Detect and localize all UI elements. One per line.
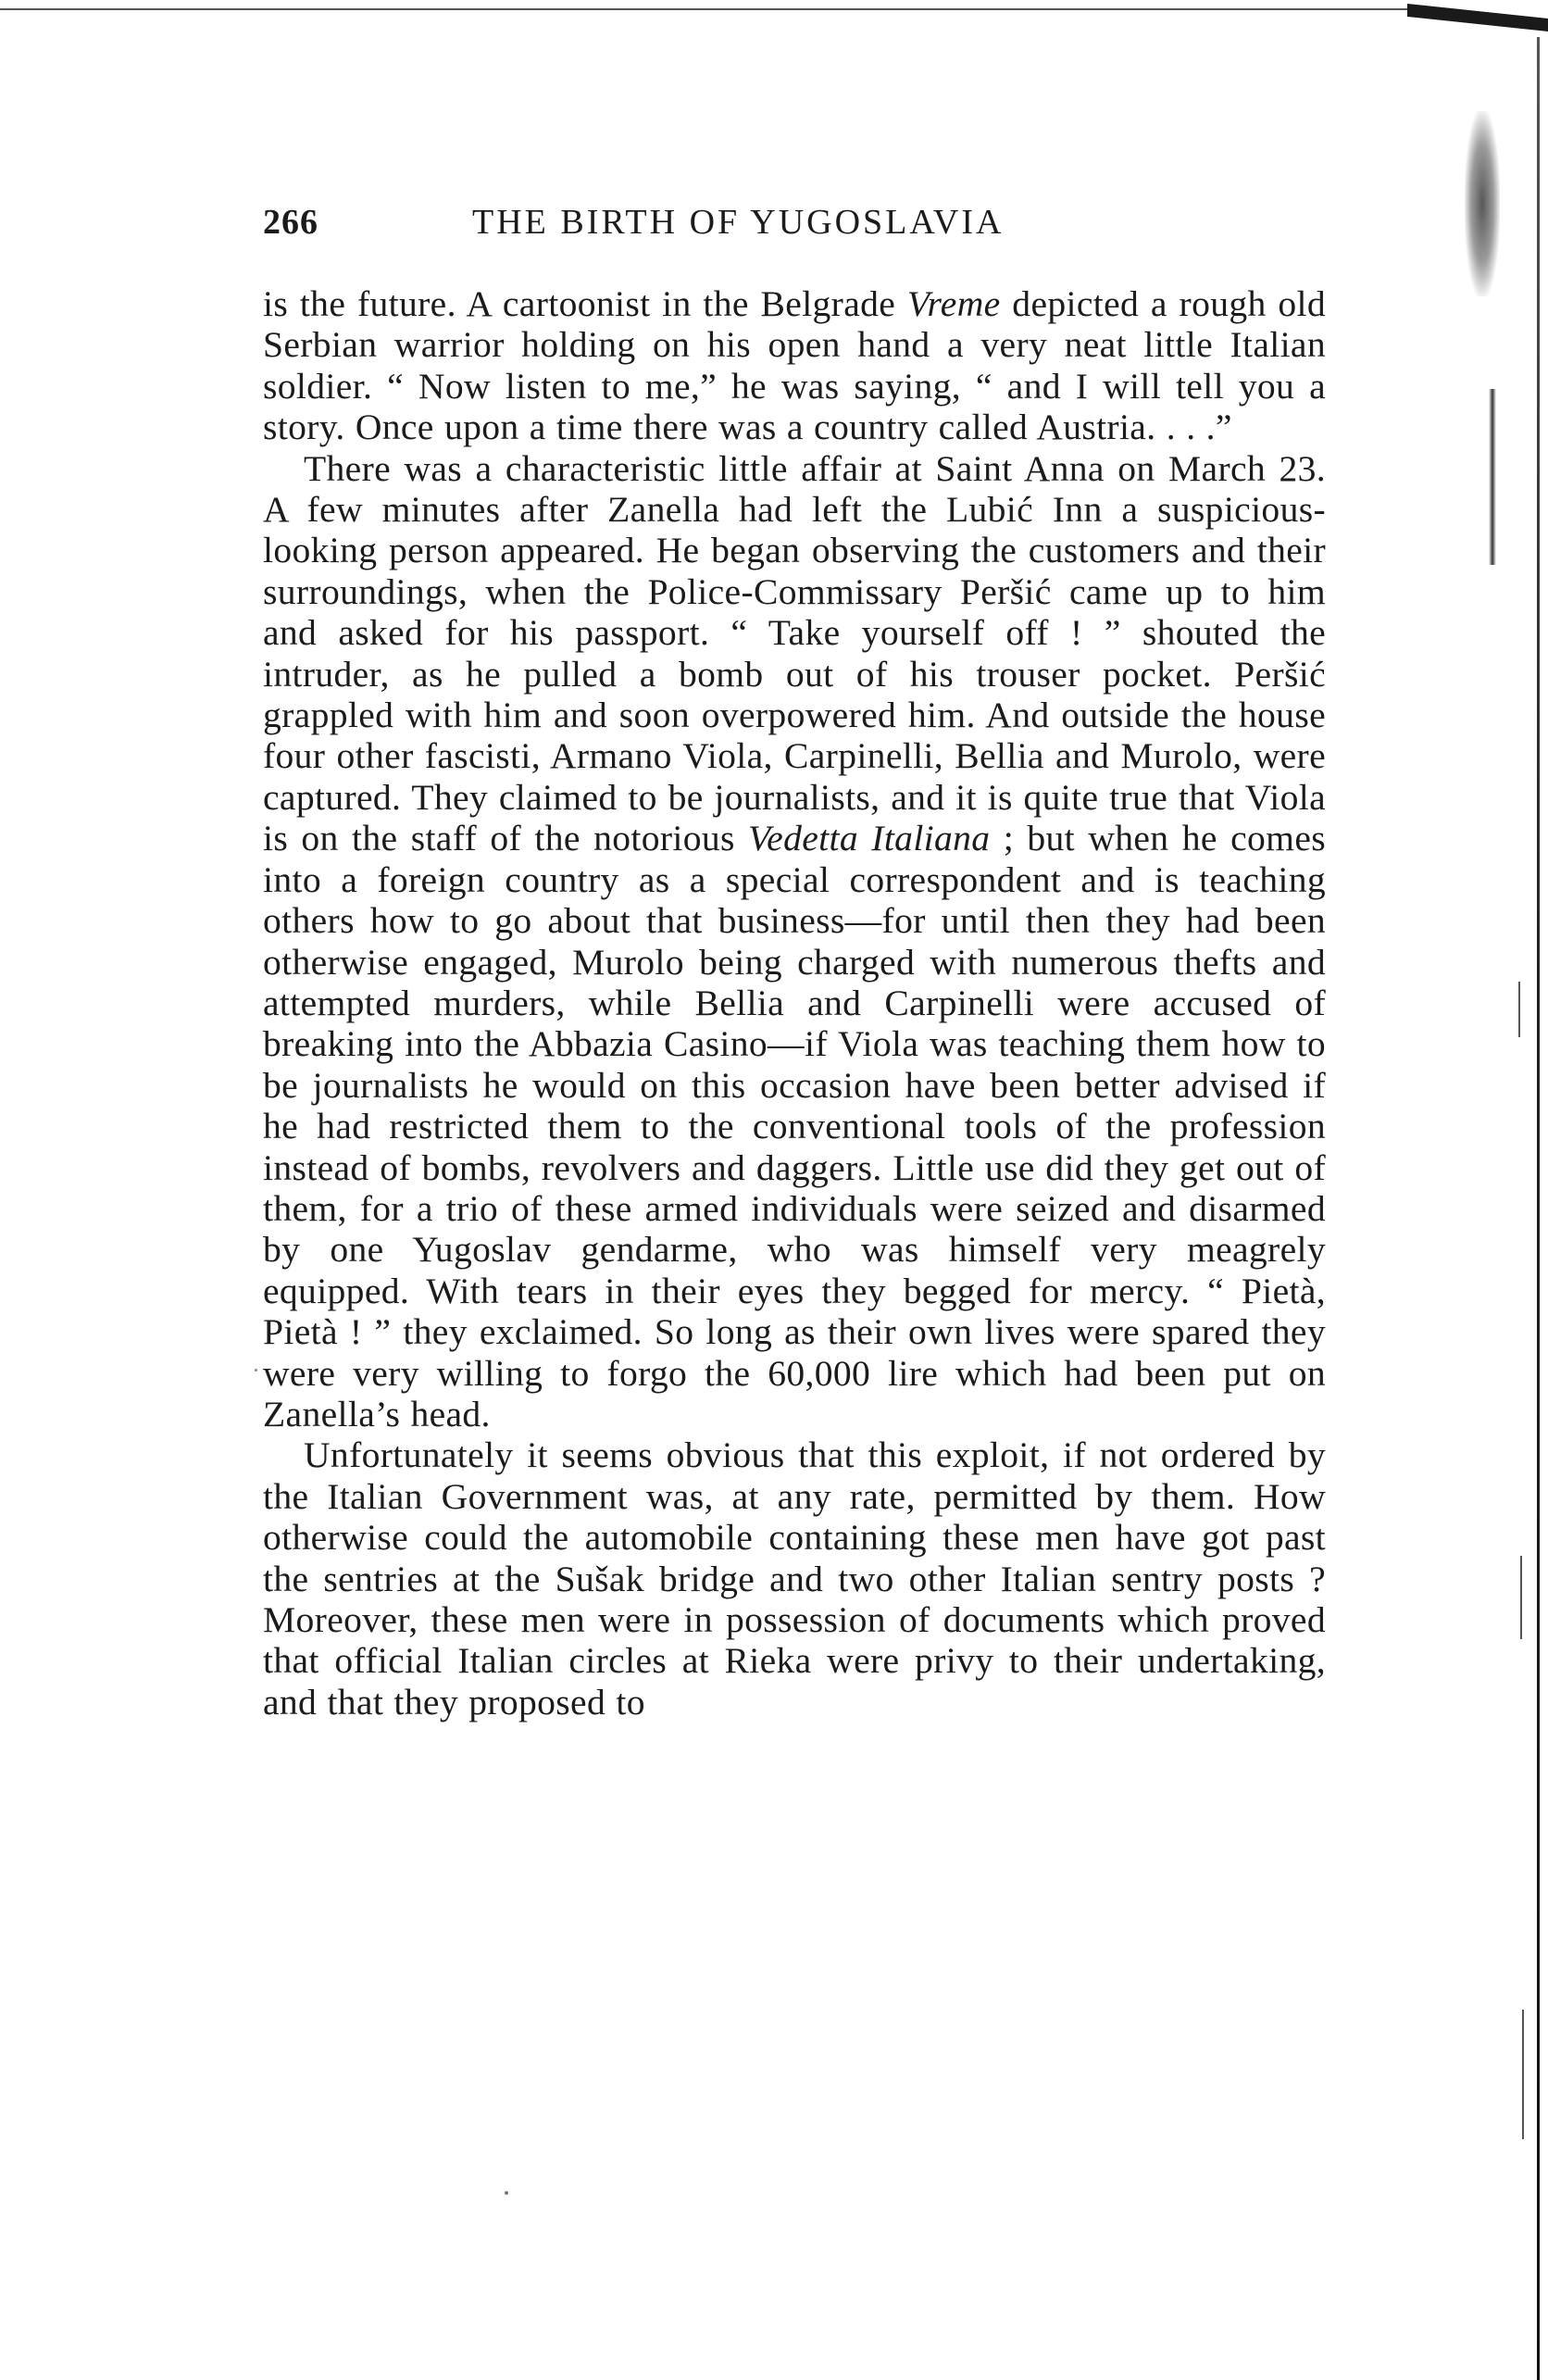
- paragraph-2-text: There was a characteristic little affair at Saint Anna on March 23. A few minutes after Zanella had left the Lubić Inn a suspicious-looking person appeared. He began observing the customers and their surroundings, when the Police-Commissary Peršić came up to him and asked for his passport. “ Take yourself off ! ” shouted the intruder, as he pulled a bomb out of his trouser pocket. Peršić grappled with him and soon overpowered him. And outside the house four other fascisti, Armano Viola, Carpinelli, Bellia and Murolo, were captured. They claimed to be journalists, and it is quite true that Viola is on the staff of the notorious: [263, 447, 1326, 859]
- scan-top-edge: [0, 8, 1444, 10]
- paragraph-2-text-cont: ; but when he comes into a foreign country as a special correspondent and is teaching others how to go about that business—for until then they had been otherwise engaged, Murolo being charged with numerous thefts and attempted murders, while Bellia and Carpinelli were accused of breaking into the Abbazia Casino—if Viola was teaching them how to be journalists he would on this occasion have been better advised if he had restricted them to the conventional tools of the profession instead of bombs, revolvers and daggers. Little use did they get out of them, for a trio of these armed individuals were seized and disarmed by one Yugoslav gendarme, who was himself very meagrely equipped. With tears in their eyes they begged for mercy. “ Pietà, Pietà ! ” they exclaimed. So long as their own lives were spared they were very willing to forgo the 60,000 lire which had been put on Zanella’s head.: [263, 818, 1326, 1434]
- scan-speck: [255, 1369, 257, 1372]
- page-content: [263, 202, 1326, 1722]
- running-head: THE BIRTH OF YUGOSLAVIA: [472, 203, 1005, 242]
- paragraph-1-italic-title: Vreme: [906, 283, 1001, 324]
- page-header: [263, 202, 1326, 257]
- paragraph-1-text-cont: depicted a rough old Serbian warrior holding on his open hand a very neat little Italian soldier. “ Now listen to me,” he was saying, “ and I will tell you a story. Once upon a time there was a country called Austria. . . .”: [263, 283, 1326, 448]
- page-number: 266: [263, 203, 318, 242]
- scan-edge-tick: [1520, 1556, 1522, 1639]
- scan-binding-mark: [1489, 389, 1496, 565]
- scan-binding-shadow: [1465, 111, 1500, 296]
- paragraph-3: [263, 1434, 1326, 1722]
- paragraph-1: [263, 283, 1326, 448]
- paragraph-2-italic-title: Vedetta Italiana: [748, 818, 991, 859]
- scan-top-corner-shadow: [1407, 4, 1548, 31]
- scan-edge-tick: [1522, 2010, 1524, 2139]
- paragraph-1-text: is the future. A cartoonist in the Belgrade: [263, 283, 907, 324]
- scan-edge-tick: [1518, 982, 1520, 1037]
- paragraph-3-text: Unfortunately it seems obvious that this exploit, if not ordered by the Italian Government was, at any rate, permitted by them. How otherwise could the automobile containing these men have got past the sentries at the Sušak bridge and two other Italian sentry posts ? Moreover, these men were in possession of documents which proved that official Italian circles at Rieka were privy to their undertaking, and that they proposed to: [263, 1434, 1326, 1722]
- scan-right-edge: [1537, 37, 1540, 2380]
- body-text: [263, 283, 1326, 1722]
- paragraph-2: [263, 448, 1326, 1435]
- scan-speck: [505, 2191, 508, 2195]
